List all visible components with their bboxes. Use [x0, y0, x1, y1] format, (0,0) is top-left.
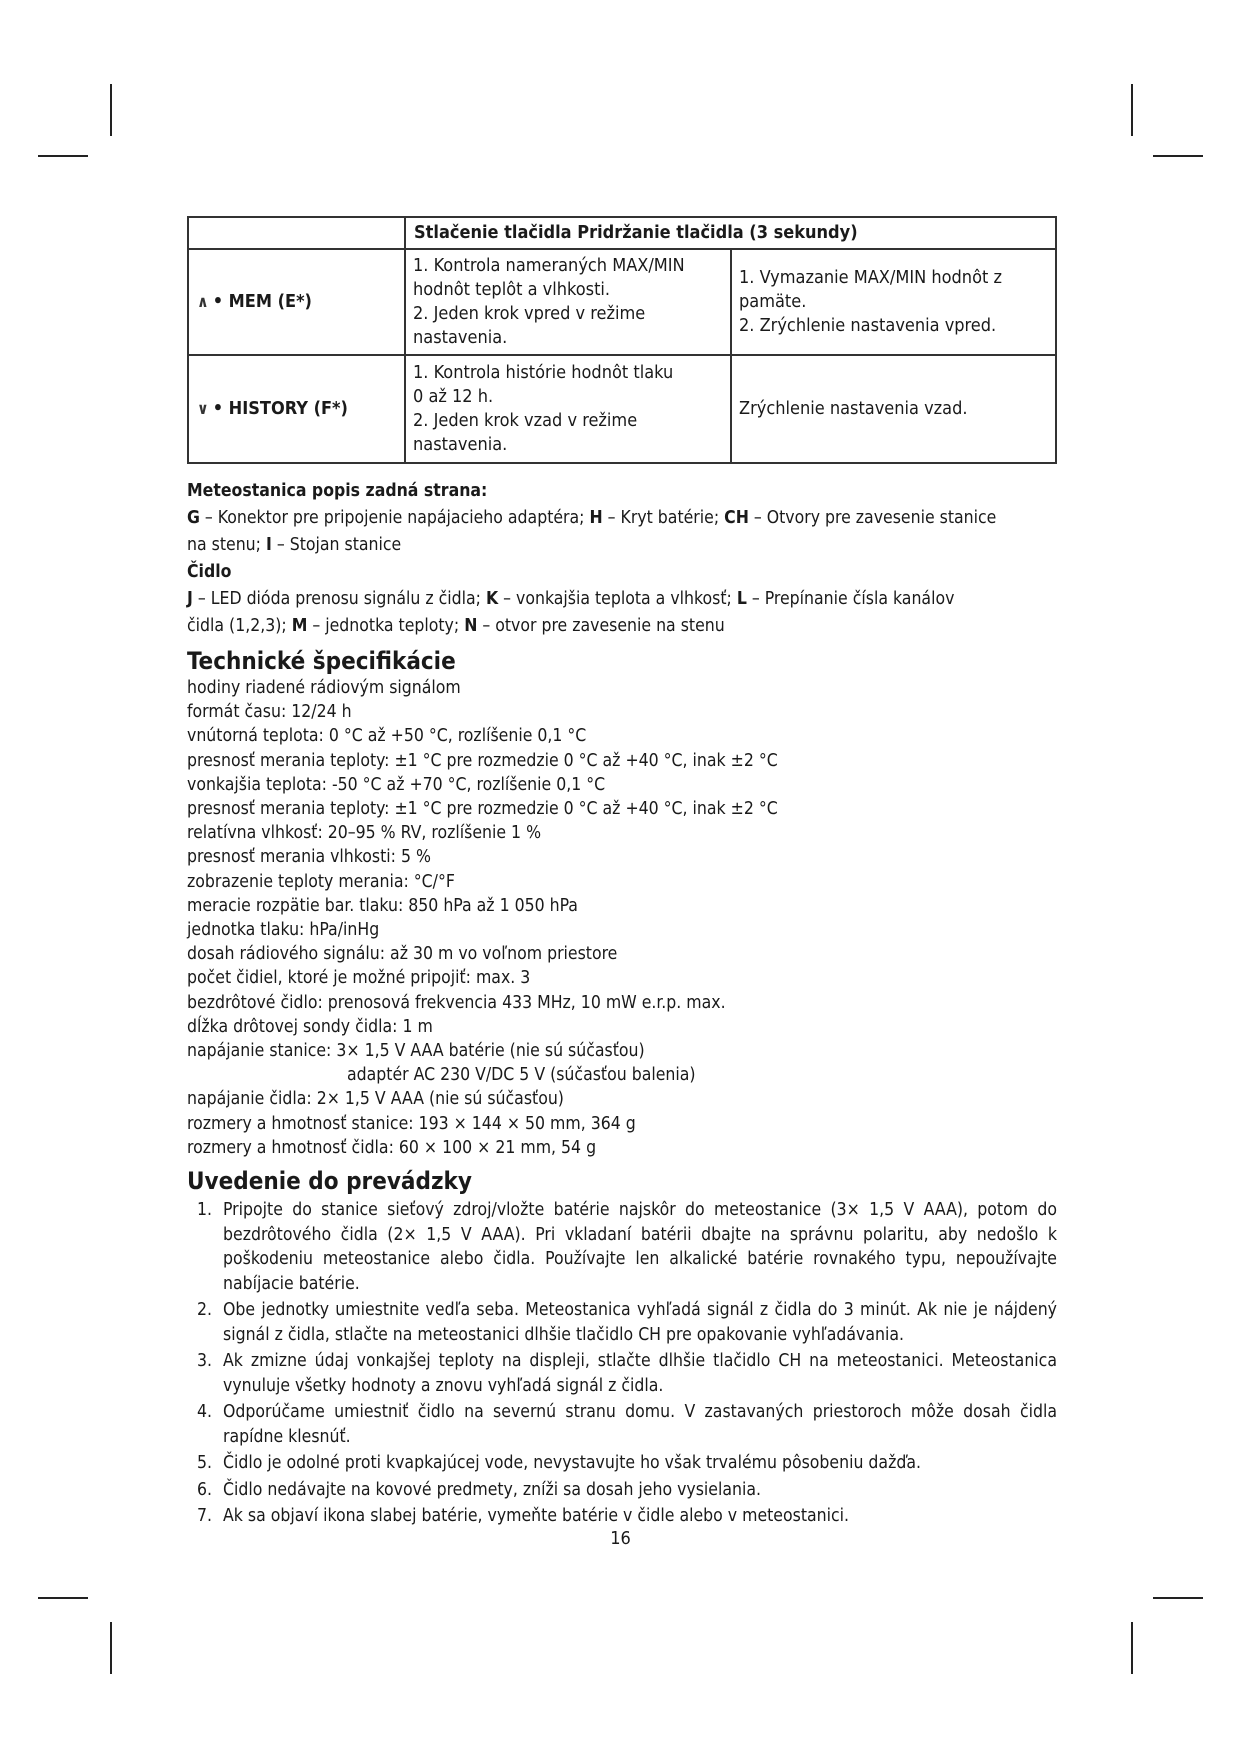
specs-list — [187, 676, 1057, 1160]
list-item: presnosť merania teploty: ±1 °C pre rozmedzie 0 °C až +40 °C, inak ±2 °C — [187, 750, 778, 771]
list-item: 2. Obe jednotky umiestnite vedľa seba. Meteostanica vyhľadá signál z čidla do 3 minút. Ak nie je nájdený signál z čidla, stlačte na meteostanici dlhšie tlačidlo CH pre opakovanie vyhľadávania. — [197, 1300, 1057, 1345]
specs-title: Technické špecifikácie — [187, 647, 456, 675]
list-item: napájanie čidla: 2× 1,5 V AAA (nie sú súčasťou) — [187, 1089, 564, 1110]
list-item: 4. Odporúčame umiestniť čidlo na severnú stranu domu. V zastavaných priestoroch môže dosah čidla rapídne klesnúť. — [197, 1402, 1057, 1447]
list-item: dosah rádiového signálu: až 30 m vo voľnom priestore — [187, 944, 618, 965]
page-content — [187, 216, 1057, 1531]
list-item: vnútorná teplota: 0 °C až +50 °C, rozlíšenie 0,1 °C — [187, 726, 587, 747]
list-item: dĺžka drôtovej sondy čidla: 1 m — [187, 1016, 433, 1037]
hold-line: 1. Vymazanie MAX/MIN hodnôt z — [739, 267, 1002, 288]
sensor-heading: Čidlo — [187, 562, 232, 582]
table-row — [188, 355, 1056, 463]
crop-mark-bottom-right-vertical — [1131, 1622, 1133, 1674]
list-item: meracie rozpätie bar. tlaku: 850 hPa až 1 050 hPa — [187, 895, 578, 916]
list-item: 3. Ak zmizne údaj vonkajšej teploty na displeji, stlačte dlhšie tlačidlo CH na meteostanici. Meteostanica vynuluje všetky hodnoty a znovu vyhľadá signál z čidla. — [197, 1351, 1057, 1396]
list-item: 5. Čidlo je odolné proti kvapkajúcej vode, nevystavujte ho však trvalému pôsobeniu dažďa. — [197, 1453, 921, 1474]
press-cell — [405, 249, 731, 355]
list-item: bezdrôtové čidlo: prenosová frekvencia 433 MHz, 10 mW e.r.p. max. — [187, 992, 726, 1013]
list-item: presnosť merania vlhkosti: 5 % — [187, 847, 431, 868]
list-item: rozmery a hmotnosť stanice: 193 × 144 × 50 mm, 364 g — [187, 1113, 636, 1134]
crop-mark-bottom-left-vertical — [110, 1622, 112, 1674]
key-label: • HISTORY (F*) — [212, 398, 348, 419]
table-header-empty-cell — [188, 217, 405, 249]
chevron-up-icon: ∧ — [197, 292, 209, 311]
press-line: 2. Jeden krok vzad v režime — [413, 410, 638, 431]
press-line: 1. Kontrola histórie hodnôt tlaku — [413, 362, 674, 383]
back-side-line: na stenu; I – Stojan stanice — [187, 535, 402, 555]
hold-line: 2. Zrýchlenie nastavenia vpred. — [739, 315, 997, 336]
setup-steps — [187, 1198, 1057, 1529]
list-item: 6. Čidlo nedávajte na kovové predmety, zníži sa dosah jeho vysielania. — [197, 1479, 762, 1500]
crop-mark-bottom-right-horizontal — [1153, 1597, 1203, 1599]
back-side-line: G – Konektor pre pripojenie napájacieho adaptéra; H – Kryt batérie; CH – Otvory pre zavesenie stanice — [187, 508, 997, 528]
list-item: relatívna vlhkosť: 20–95 % RV, rozlíšenie 1 % — [187, 823, 542, 844]
list-item: počet čidiel, ktoré je možné pripojiť: max. 3 — [187, 968, 531, 989]
crop-mark-bottom-left-horizontal — [38, 1597, 88, 1599]
list-item: vonkajšia teplota: -50 °C až +70 °C, rozlíšenie 0,1 °C — [187, 774, 606, 795]
list-item: jednotka tlaku: hPa/inHg — [187, 920, 380, 941]
key-label: • MEM (E*) — [212, 291, 312, 312]
press-line: 1. Kontrola nameraných MAX/MIN — [413, 255, 685, 276]
table-header-text: Stlačenie tlačidla Pridržanie tlačidla (3 sekundy) — [414, 222, 858, 243]
hold-line: pamäte. — [739, 291, 807, 312]
list-item: zobrazenie teploty merania: °C/°F — [187, 871, 455, 892]
table-header-cell — [405, 217, 1056, 249]
press-line: nastavenia. — [413, 434, 508, 455]
back-side-heading: Meteostanica popis zadná strana: — [187, 481, 488, 501]
button-function-table — [187, 216, 1057, 464]
hold-cell — [731, 355, 1056, 463]
press-cell — [405, 355, 731, 463]
crop-mark-top-right-horizontal — [1153, 155, 1203, 157]
chevron-down-icon: ∨ — [197, 399, 209, 418]
list-item: rozmery a hmotnosť čidla: 60 × 100 × 21 mm, 54 g — [187, 1137, 597, 1158]
key-cell-history — [188, 355, 405, 463]
crop-mark-top-right-vertical — [1131, 84, 1133, 136]
key-cell-mem — [188, 249, 405, 355]
list-item: presnosť merania teploty: ±1 °C pre rozmedzie 0 °C až +40 °C, inak ±2 °C — [187, 799, 778, 820]
list-item: 7. Ak sa objaví ikona slabej batérie, vymeňte batérie v čidle alebo v meteostanici. — [197, 1506, 850, 1527]
crop-mark-top-left-vertical — [110, 84, 112, 136]
hold-cell — [731, 249, 1056, 355]
hold-line: Zrýchlenie nastavenia vzad. — [739, 398, 968, 419]
list-item: hodiny riadené rádiovým signálom — [187, 678, 461, 698]
press-line: 2. Jeden krok vpred v režime — [413, 303, 646, 324]
press-line: nastavenia. — [413, 327, 508, 348]
crop-mark-top-left-horizontal — [38, 155, 88, 157]
list-item: napájanie stanice: 3× 1,5 V AAA batérie (nie sú súčasťou) — [187, 1041, 645, 1062]
press-line: 0 až 12 h. — [413, 386, 494, 407]
table-row — [188, 249, 1056, 355]
sensor-line: J – LED dióda prenosu signálu z čidla; K – vonkajšia teplota a vlhkosť; L – Prepínanie čísla kanálov — [187, 589, 955, 609]
sensor-line: čidla (1,2,3); M – jednotka teploty; N – otvor pre zavesenie na stenu — [187, 616, 725, 636]
table-header-row — [188, 217, 1056, 249]
list-item: 1. Pripojte do stanice sieťový zdroj/vložte batérie najskôr do meteostanice (3× 1,5 V AAA), potom do bezdrôtového čidla (2× 1,5 V AAA). Pri vkladaní batérii dbajte na správnu polaritu, aby nedošlo k poškodeniu meteostanice alebo čidla. Používajte len alkalické batérie rovnakého typu, nepoužívajte nabíjacie batérie. — [197, 1200, 1057, 1294]
page-number: 16 — [610, 1528, 631, 1549]
list-item: adaptér AC 230 V/DC 5 V (súčasťou balenia) — [347, 1065, 696, 1086]
press-line: hodnôt teplôt a vlhkosti. — [413, 279, 611, 300]
setup-title: Uvedenie do prevádzky — [187, 1167, 472, 1196]
list-item: formát času: 12/24 h — [187, 702, 352, 723]
